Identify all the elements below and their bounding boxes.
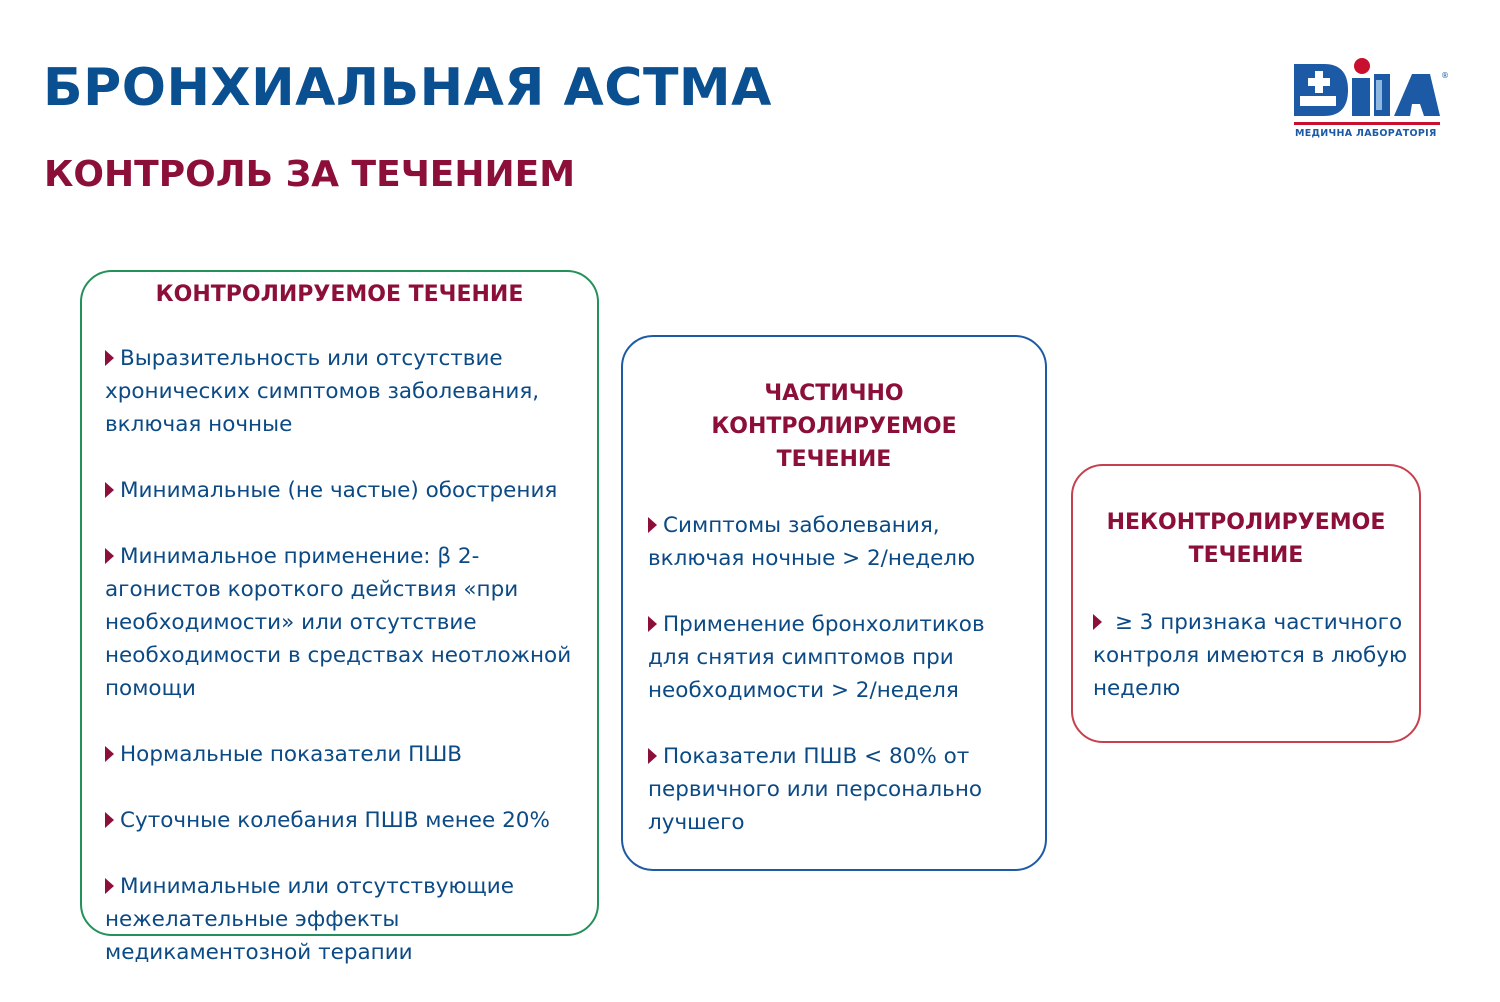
list-item: Симптомы заболевания, включая ночные > 2/неделю [648, 513, 976, 571]
criteria-list [648, 509, 1031, 872]
list-item: ≥ 3 признака частичного контроля имеются в любую неделю [1093, 610, 1408, 701]
card-uncontrolled [1071, 464, 1421, 743]
triangle-bullet-icon [105, 548, 114, 564]
triangle-bullet-icon [105, 350, 114, 366]
card-title: КОНТРОЛИРУЕМОЕ ТЕЧЕНИЕ [155, 282, 524, 307]
list-item: Показатели ПШВ < 80% от первичного или персонально лучшего [648, 744, 983, 835]
triangle-bullet-icon [1093, 614, 1102, 630]
card-title: ЧАСТИЧНО КОНТРОЛИРУЕМОЕ ТЕЧЕНИЕ [711, 381, 957, 472]
list-item: Минимальные или отсутствующие нежелательные эффекты медикаментозной терапии [105, 874, 515, 965]
criteria-list [105, 342, 581, 1002]
list-item: Выразительность или отсутствие хронических симптомов заболевания, включая ночные [105, 346, 540, 437]
triangle-bullet-icon [648, 517, 657, 533]
criteria-list [1093, 606, 1409, 705]
list-item: Минимальное применение: β 2- агонистов короткого действия «при необходимости» или отсутствие необходимости в средствах неотложной помощи [105, 544, 572, 701]
triangle-bullet-icon [105, 812, 114, 828]
triangle-bullet-icon [648, 616, 657, 632]
card-title: НЕКОНТРОЛИРУЕМОЕ ТЕЧЕНИЕ [1106, 510, 1386, 568]
page-title: БРОНХИАЛЬНАЯ АСТМА [43, 58, 772, 118]
triangle-bullet-icon [105, 482, 114, 498]
dila-logo [1290, 56, 1450, 146]
list-item: Минимальные (не частые) обострения [105, 474, 581, 507]
logo-tagline: МЕДИЧНА ЛАБОРАТОРІЯ [1295, 128, 1437, 139]
triangle-bullet-icon [105, 746, 114, 762]
triangle-bullet-icon [105, 878, 114, 894]
list-item: Суточные колебания ПШВ менее 20% [105, 804, 581, 837]
list-item: Применение бронхолитиков для снятия симптомов при необходимости > 2/неделя [648, 612, 985, 703]
card-controlled [80, 270, 599, 965]
card-partially-controlled [621, 335, 1047, 871]
registered-mark: ® [1441, 71, 1449, 80]
page-subtitle: КОНТРОЛЬ ЗА ТЕЧЕНИЕМ [44, 154, 576, 195]
triangle-bullet-icon [648, 748, 657, 764]
list-item: Нормальные показатели ПШВ [105, 738, 581, 771]
